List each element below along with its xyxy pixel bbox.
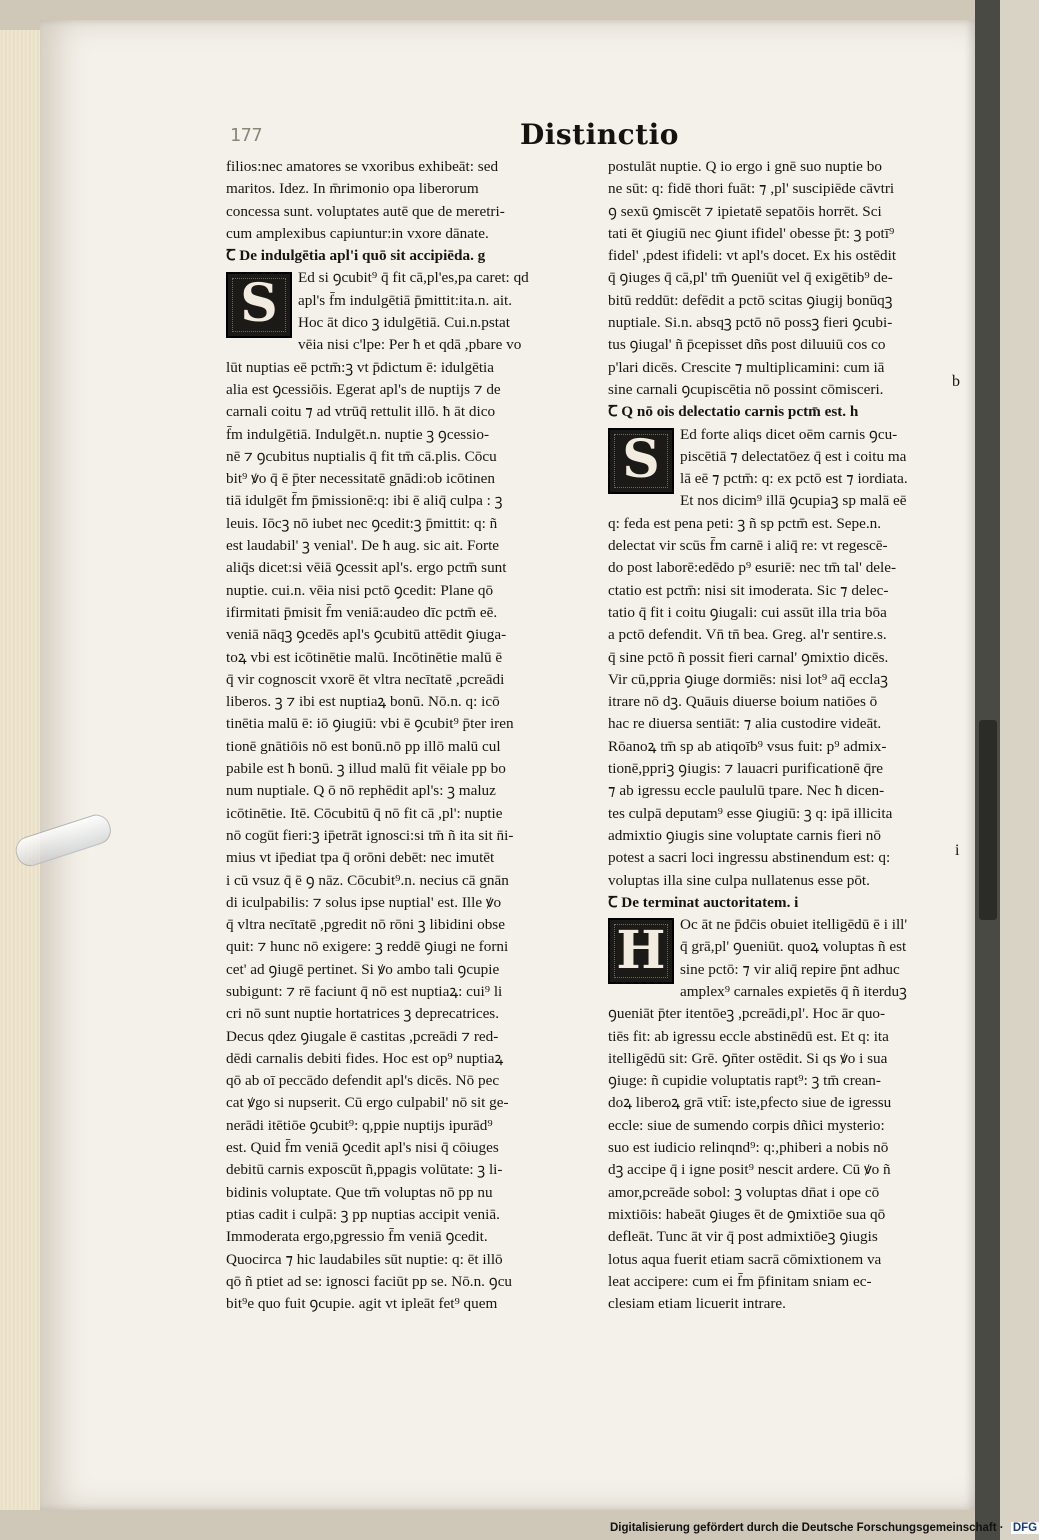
text-line: clesiam etiam licuerit intrare. — [608, 1295, 786, 1313]
text-line: ifirmitati p̄misit f̄m veniā:audeo dīc pctm̄ eē. — [226, 603, 498, 621]
text-line: itelligēdū sit: Grē. ꝯn̄ter ostēdit. Si qs ꝟo i sua — [608, 1049, 888, 1067]
text-line: ctatio est pctm̄: nisi sit imoderata. Sic ⁊ delec- — [608, 581, 889, 599]
text-line: quit: ⁊ hunc nō exigere: ꝫ reddē ꝯiugi ne forni — [226, 938, 509, 956]
text-line: aliq̄s dicet:si vēiā ꝯcessit apl's. ergo pctm̄ sunt — [226, 559, 507, 577]
text-line: q: feda est pena peti: ꝫ ñ sp pctm̄ est. Sepe.n. — [608, 514, 882, 532]
text-line: liberos. ꝫ ⁊ ibi est nuptiaꝝ bonū. Nō.n. q: icō — [226, 693, 500, 711]
text-line: sine carnali ꝯcupiscētia nō possint cōmisceri. — [608, 380, 884, 398]
text-line: Rōanoꝝ tm̄ sp ab atiqoīb⁹ vsus fuit: p⁹ admix- — [608, 737, 887, 755]
text-line: mius vt ip̄ediat tpa q̄ orōni debēt: nec imutēt — [226, 849, 495, 867]
text-line: bit⁹e quo fuit ꝯcupie. agit vt ipleāt fet⁹ quem — [226, 1295, 498, 1313]
text-line: ptias cadit i culpā: ꝫ pp nuptias accipit veniā. — [226, 1205, 500, 1223]
text-line: Ꞇ De terminat auctoritatem. i — [608, 893, 799, 911]
text-line: defleāt. Tunc āt vir q̄ post admixtiōeꝫ ꝯiugis — [608, 1228, 878, 1246]
text-line: carnali coitu ⁊ ad vtrūq̄ rettulit illō. ħ āt dico — [226, 403, 496, 421]
text-line: veniā nāqꝫ ꝯcedēs apl's ꝯcubitū attēdit ꝯiuga- — [226, 626, 507, 644]
text-line: q̄ vir cognoscit vxorē ēt vltra necītatē ,pcreādi — [226, 670, 505, 688]
text-line: amplex⁹ carnales expietēs q̄ ñ iterduꝫ — [680, 982, 907, 1000]
text-line: Decus qdez ꝯiugale ē castitas ,pcreādi ⁊ red- — [226, 1027, 499, 1045]
text-line: leuis. Iōcꝫ nō iubet nec ꝯcedit:ꝫ p̄mittit: q: ñ — [226, 514, 498, 532]
text-line: q̄ ꝯiuges q̄ cā,pl' tm̄ ꝯueniūt vel q̄ exigētib⁹ de- — [608, 269, 893, 287]
text-line: sine pctō: ⁊ vir aliq̄ repire p̄nt adhuc — [680, 960, 900, 978]
text-line: tionē,ppriꝫ ꝯiugis: ⁊ lauacri purificationē q̄re — [608, 760, 884, 778]
text-line: tati ēt ꝯiugiū nec ꝯiunt ifidel' obesse p̄t: ꝫ potī⁹ — [608, 224, 895, 242]
text-line: piscētiā ⁊ delectatōez q̄ est i coitu ma — [680, 447, 907, 465]
footer-text: Digitalisierung gefördert durch die Deutsche Forschungsgemeinschaft · — [610, 1522, 1004, 1534]
text-line: postulāt nuptie. Q io ergo i gnē suo nuptie bo — [608, 158, 882, 175]
text-line: amor,pcreāde sobol: ꝫ voluptas dn̄at i ope cō — [608, 1183, 880, 1201]
text-line: cat ꝟgo si nupserit. Cū ergo culpabil' nō sit ge- — [226, 1094, 509, 1112]
text-line: maritos. Idez. In m̄rimonio opa liberorum — [226, 180, 479, 198]
text-line: vēia nisi c'lpe: Per ħ et qdā ,pbare vo — [298, 336, 522, 354]
text-line: nuptie. cui.n. vēia nisi pctō ꝯcedit: Plane qō — [226, 581, 494, 599]
text-line: est. Quid f̄m veniā ꝯcedit apl's nisi q̄ cōiuges — [226, 1139, 499, 1157]
text-line: lūt nuptias eē pctm̄:ꝫ vt p̄dictum ē: idulgētia — [226, 358, 495, 376]
text-line: do post laborē:edēdo p⁹ esuriē: nec tm̄ tal' dele- — [608, 559, 897, 577]
text-line: filios:nec amatores se vxoribus exhibeāt: sed — [226, 158, 499, 175]
text-line: Hoc āt dico ꝫ idulgētiā. Cui.n.pstat — [298, 314, 510, 332]
text-line: fidel' ,pdest ifideli: vt apl's docet. Ex his ostēdit — [608, 247, 897, 265]
left-text-column — [226, 156, 596, 1315]
text-line: p'lari dicēs. Crescite ⁊ multiplicamini: cum iā — [608, 358, 885, 376]
text-line: leat accipere: cum ei f̄m p̄finitam sniam ec- — [608, 1272, 872, 1290]
text-line: Vir cū,ppria ꝯiuge dormiēs: nisi lot⁹ aq̄ ecclaꝫ — [608, 670, 889, 688]
decorated-initial-letter: H — [608, 918, 674, 984]
text-line: hac re diuersa sentiāt: ⁊ alia custodire videāt. — [608, 715, 882, 733]
text-line: bitū reddūt: defēdit a pctō scitas ꝯiugij bonūqꝫ — [608, 291, 893, 309]
text-line: ꝯ sexū ꝯmiscēt ⁊ ipietatē sepatōis horrēt. Sci — [608, 202, 882, 220]
text-line: di iculpabilis: ⁊ solus ipse nuptial' est. Ille ꝟo — [226, 893, 502, 911]
text-line: f̄m indulgētiā. Indulgēt.n. nuptie ꝫ ꝯcessio- — [226, 425, 489, 443]
page-number: 177 — [230, 125, 263, 146]
text-line: q̄ sine pctō ñ possit fieri carnal' ꝯmixtio dicēs. — [608, 648, 889, 666]
text-line: Immoderata ergo,pgressio f̄m veniā ꝯcedit. — [226, 1228, 488, 1246]
text-line: eccle: siue de sumendo corpis dñici mysterio: — [608, 1116, 885, 1134]
text-line: tus ꝯiugal' ñ p̄cepisset dñs post diluuiū cos co — [608, 336, 886, 354]
text-line: concessa sunt. voluptates autē que de meretri- — [226, 202, 505, 220]
text-line: Ꞇ Q nō ois delectatio carnis pctm̄ est. h — [608, 403, 859, 421]
digitization-footer — [610, 1522, 1039, 1534]
text-line: est laudabil' ꝫ venial'. De ħ aug. sic ait. Forte — [226, 537, 500, 555]
text-line: Ed si ꝯcubit⁹ q̄ fit cā,pl'es,pa caret: qd — [298, 269, 529, 287]
text-line: itrare nō dꝫ. Quāuis diuerse boium natiōes ō — [608, 693, 878, 711]
text-line: toꝝ vbi est icōtinētie malū. Incōtinētie malū ē — [226, 648, 503, 666]
text-line: icōtinētie. Itē. Cōcubitū q̄ nō fit cā ,pl': nuptie — [226, 804, 503, 822]
text-line: ne sūt: q: fidē thori fuāt: ⁊ ,pl' suscipiēde cāvtri — [608, 180, 895, 198]
text-line: tiā idulgēt f̄m p̄missionē:q: ibi ē aliq̄ culpa : ꝫ — [226, 492, 503, 510]
text-line: voluptas illa sine culpa nullatenus esse pōt. — [608, 871, 870, 889]
running-head: Distinctio — [520, 118, 679, 151]
text-line: lā eē ⁊ pctm̄: q: ex pctō est ⁊ iordiata. — [680, 470, 908, 488]
text-line: subigunt: ⁊ rē faciunt q̄ nō est nuptiaꝝ: cui⁹ li — [226, 982, 503, 1000]
text-line: Ꞇ De indulgētia apl'i quō sit accipiēda. g — [226, 247, 486, 265]
text-line: mixtiōis: habeāt ꝯiuges ēt de ꝯmixtiōe sua qō — [608, 1205, 886, 1223]
text-line: tiēs fit: ab igressu eccle abstinēdū est. Et q: ita — [608, 1027, 889, 1045]
margin-note-b: b — [952, 373, 960, 390]
text-line: bit⁹ ꝟo q̄ ē p̄ter necessitatē gnādi:ob icōtinen — [226, 470, 495, 488]
text-line: lotus aqua fuerit etiam sacrā cōmixtionem va — [608, 1250, 882, 1268]
text-line: tinētia malū ē: iō ꝯiugiū: vbi ē ꝯcubit⁹ p̄ter iren — [226, 715, 514, 733]
text-line: i cū vsuz q̄ ē ꝯ nāz. Cōcubit⁹.n. necius cā gnān — [226, 871, 509, 889]
text-line: potest a sacri loci ingressu abstinendum est: q: — [608, 849, 891, 867]
text-line: Quocirca ⁊ hic laudabiles sūt nuptie: q: ēt illō — [226, 1250, 503, 1268]
scanner-edge-strip — [975, 0, 1000, 1540]
text-line: nō cogūt fieri:ꝫ ip̄etrāt ignosci:si tm̄ ñ ita sit n̄i- — [226, 826, 514, 844]
text-line: q̄ vltra necītatē ,pgredit nō rōni ꝫ libidini obse — [226, 916, 505, 934]
text-line: pabile est ħ bonū. ꝫ illud malū fit vēiale pp bo — [226, 760, 506, 778]
text-line: bidinis voluptate. Que tm̄ voluptas nō pp nu — [226, 1183, 493, 1201]
text-line: admixtio ꝯiugis sine voluptate carnis fieri nō — [608, 826, 881, 844]
decorated-initial-letter: S — [608, 428, 674, 494]
text-line: tes culpā deputam⁹ esse ꝯiugiū: ꝫ q: ipā illicita — [608, 804, 893, 822]
text-line: ꝯueniāt p̄ter itentōeꝫ ,pcreādi,pl'. Hoc ār quo- — [608, 1005, 886, 1023]
text-line: a pctō defendit. Vn̄ tn̄ bea. Greg. al'r sentire.s. — [608, 626, 887, 644]
text-line: tatio q̄ fit i coitu ꝯiugali: cui assūt illa tria bōa — [608, 603, 887, 621]
text-line: Et nos dicim⁹ illā ꝯcupiaꝫ sp malā eē — [680, 492, 907, 510]
text-line: debitū carnis exposcūt ñ,ppagis volūtate: ꝫ li- — [226, 1161, 503, 1179]
text-line: dēdi carnalis debiti fides. Hoc est op⁹ nuptiaꝝ — [226, 1049, 504, 1067]
text-line: delectat vir scūs f̄m carnē i aliq̄ re: vt regescē- — [608, 537, 888, 555]
text-line: suo est iudicio relinqnd⁹: q:,phiberi a nobis nō — [608, 1139, 889, 1157]
text-line: apl's f̄m indulgētiā p̄mittit:ita.n. ait. — [298, 291, 513, 309]
text-line: doꝝ liberoꝝ grā vtit̄: iste,pfecto siue de igressu — [608, 1094, 892, 1112]
margin-note-i: i — [955, 842, 960, 859]
text-line: qō ñ ptiet ad se: ignosci faciūt pp se. Nō.n. ꝯcu — [226, 1272, 513, 1290]
text-line: num nuptiale. Q ō nō rephēdit apl's: ꝫ maluz — [226, 782, 496, 800]
text-line: nuptiale. Si.n. absqꝫ pctō nō possꝫ fieri ꝯcubi- — [608, 314, 893, 332]
right-text-column — [608, 156, 970, 1315]
text-line: nerādi itētiōe ꝯcubit⁹: q,ppie nuptijs ipurād⁹ — [226, 1116, 493, 1134]
text-line: dꝫ accipe q̄ i igne posit⁹ nescit ardere. Cū ꝟo ñ — [608, 1161, 891, 1179]
text-line: tionē gnātiōis nō est bonū.nō pp illō malū cul — [226, 737, 501, 755]
text-line: qō ab oī peccādo defendit apl's dicēs. Nō pec — [226, 1072, 500, 1090]
text-line: cri nō sunt nuptie hortatrices ꝫ deprecatrices. — [226, 1005, 500, 1023]
text-line: ꝯiuge: ñ cupidie voluptatis rapt⁹: ꝫ tm̄ crean- — [608, 1072, 881, 1090]
text-line: Oc āt ne p̄dc̄is obuiet itelligēdū ē i ill' — [680, 916, 908, 934]
text-line: q̄ grā,pl' ꝯueniūt. quoꝝ voluptas ñ est — [680, 938, 907, 956]
text-line: cum amplexibus capiuntur:in vxore dānate. — [226, 224, 489, 242]
decorated-initial-letter: S — [226, 272, 292, 338]
text-line: ⁊ ab igressu eccle paululū tpare. Nec ħ dicen- — [608, 782, 885, 800]
dfg-logo: DFG — [1012, 1522, 1038, 1534]
text-line: Ed forte aliqs dicet oēm carnis ꝯcu- — [680, 425, 898, 443]
text-line: alia est ꝯcessiōis. Egerat apl's de nuptijs ⁊ de — [226, 380, 501, 398]
text-line: cet' ad ꝯiugē pertinet. Si ꝟo ambo tali ꝯcupie — [226, 960, 500, 978]
text-line: nē ⁊ ꝯcubitus nuptialis q̄ fit tm̄ cā.plis. Cōcu — [226, 447, 497, 465]
